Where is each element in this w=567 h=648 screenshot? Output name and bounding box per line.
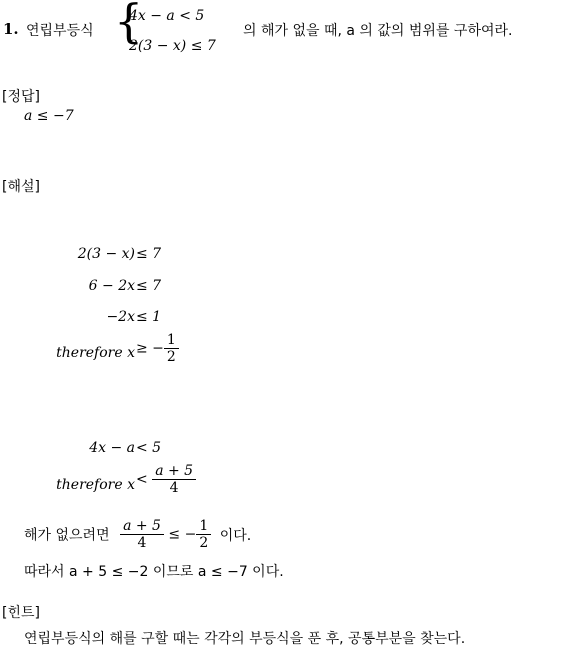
relation: <	[136, 471, 148, 488]
problem-prefix: 연립부등식	[26, 23, 94, 39]
inequality-2: 2(3 − x) ≤ 7	[129, 38, 216, 54]
relation: ≥ −	[136, 340, 164, 357]
step-rel: ≤ 7	[136, 278, 162, 294]
conclusion-line-2: 따라서 a + 5 ≤ −2 이므로 a ≤ −7 이다.	[24, 564, 284, 580]
fraction-numerator: a + 5	[152, 463, 196, 480]
relation: ≤ −	[168, 526, 197, 543]
fraction-denominator: 2	[166, 349, 176, 365]
step-lhs: therefore x	[56, 345, 135, 361]
fraction	[164, 332, 179, 365]
inequality-1: 4x − a < 5	[129, 8, 205, 24]
step-rel: ≤ 1	[136, 309, 162, 325]
fraction-denominator: 4	[169, 480, 179, 496]
problem-number: 1.	[3, 20, 19, 38]
step-rel: ≤ 7	[136, 246, 162, 262]
conclusion-text: 이다.	[219, 527, 252, 544]
step-lhs: 6 − 2x	[88, 278, 135, 294]
step-lhs: 2(3 − x)	[77, 246, 135, 262]
step-rel	[136, 463, 196, 496]
answer-label: [정답]	[2, 89, 40, 105]
fraction-numerator: 1	[164, 332, 179, 349]
conclusion-line-1	[24, 518, 251, 551]
fraction-denominator: 2	[199, 535, 209, 551]
hint-text: 연립부등식의 해를 구할 때는 각각의 부등식을 푼 후, 공통부분을 찾는다.	[24, 631, 466, 647]
answer-value: a ≤ −7	[24, 108, 74, 124]
solution-label: [해설]	[2, 179, 40, 195]
fraction-denominator: 4	[137, 535, 147, 551]
fraction	[120, 518, 164, 551]
step-lhs: 4x − a	[89, 440, 135, 456]
fraction-numerator: a + 5	[120, 518, 164, 535]
step-lhs: −2x	[106, 309, 135, 325]
system-brace: {	[114, 0, 144, 48]
problem-suffix: 의 해가 없을 때, a 의 값의 범위를 구하여라.	[243, 23, 513, 39]
step-rel	[136, 332, 179, 365]
fraction	[196, 518, 211, 551]
conclusion-text: 해가 없으려면	[24, 527, 110, 544]
fraction	[152, 463, 196, 496]
step-lhs: therefore x	[56, 477, 135, 493]
fraction-numerator: 1	[196, 518, 211, 535]
step-rel: < 5	[136, 440, 162, 456]
hint-label: [힌트]	[2, 605, 40, 621]
